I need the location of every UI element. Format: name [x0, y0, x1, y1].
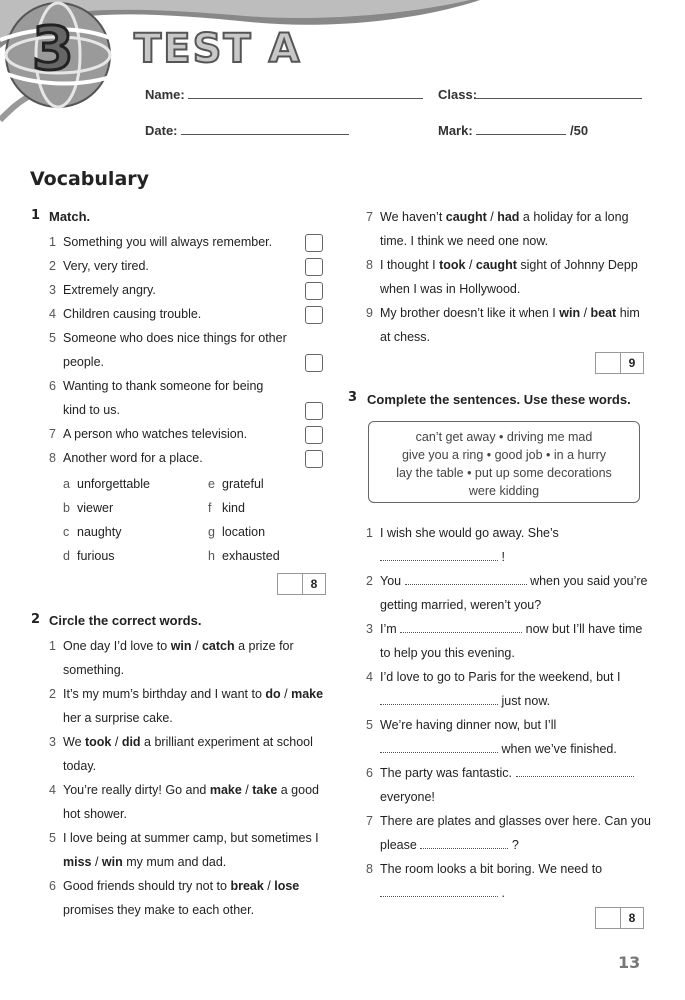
choice-a: make: [209, 783, 242, 797]
match-item: [49, 254, 149, 278]
item-number: 8: [366, 862, 373, 876]
item-number: 8: [49, 451, 56, 465]
complete-item: [366, 713, 556, 737]
test-title: TEST A: [134, 26, 302, 72]
item-continuation: [380, 881, 505, 905]
item-text: please: [380, 838, 417, 852]
choice-sep: /: [91, 855, 102, 869]
mark-field[interactable]: [476, 134, 566, 135]
match-item: [49, 374, 263, 398]
section-title: Vocabulary: [30, 168, 150, 190]
name-label: Name:: [145, 87, 185, 102]
choice-a: break: [230, 879, 264, 893]
item-text: My brother doesn’t like it when I: [380, 306, 560, 320]
match-item: [49, 230, 272, 254]
answer-box[interactable]: [305, 306, 323, 324]
item-continuation: her a surprise cake.: [63, 711, 173, 725]
choice-sep: /: [263, 879, 275, 893]
choice-sep: /: [191, 639, 202, 653]
item-text: You’re really dirty! Go and: [63, 783, 210, 797]
option-item: [208, 525, 265, 539]
score-value: 9: [628, 356, 636, 370]
item-text-end: a holiday for a long: [519, 210, 629, 224]
score-blank[interactable]: [596, 353, 621, 373]
item-text-end: just now.: [501, 694, 551, 708]
complete-item: [366, 809, 651, 833]
option-item: [63, 477, 150, 491]
item-number: 2: [49, 259, 56, 273]
item-text: The room looks a bit boring. We need to: [380, 862, 603, 876]
option-text: exhausted: [222, 549, 280, 563]
option-letter: g: [208, 525, 215, 539]
item-text-end: him: [616, 306, 640, 320]
option-text: naughty: [77, 525, 122, 539]
complete-item: [366, 857, 602, 881]
answer-box[interactable]: [305, 402, 323, 420]
option-letter: f: [208, 501, 212, 515]
item-text: Something you will always remember.: [63, 235, 273, 249]
item-text: Children causing trouble.: [63, 307, 202, 321]
item-number: 3: [49, 283, 56, 297]
answer-blank[interactable]: [420, 837, 508, 849]
q3-title: Complete the sentences. Use these words.: [367, 392, 631, 407]
circle-item: [49, 682, 323, 706]
item-text: I wish she would go away. She’s: [380, 526, 559, 540]
item-number: 7: [366, 210, 373, 224]
option-text: location: [222, 525, 266, 539]
choice-sep: /: [111, 735, 122, 749]
item-number: 2: [366, 574, 373, 588]
item-continuation: kind to us.: [63, 403, 120, 417]
answer-blank[interactable]: [400, 621, 522, 633]
choice-b: catch: [201, 639, 235, 653]
item-text: There are plates and glasses over here. Can you: [380, 814, 651, 828]
item-continuation: something.: [63, 663, 125, 677]
match-item: [49, 422, 247, 446]
class-label: Class:: [438, 87, 478, 102]
option-letter: h: [208, 549, 215, 563]
date-field[interactable]: [181, 134, 349, 135]
score-value: 8: [310, 577, 318, 591]
choice-b: beat: [590, 306, 617, 320]
answer-box[interactable]: [305, 258, 323, 276]
item-continuation: [380, 737, 617, 761]
item-number: 6: [366, 766, 373, 780]
item-text-end: a prize for: [234, 639, 294, 653]
option-text: furious: [77, 549, 115, 563]
unit-number: 3: [32, 14, 74, 84]
option-item: [63, 549, 115, 563]
circle-item: [49, 826, 319, 850]
mark-label: Mark:: [438, 123, 473, 138]
item-text: to help you this evening.: [380, 646, 515, 660]
choice-a: caught: [445, 210, 487, 224]
match-item: [49, 302, 201, 326]
item-text-end: .: [501, 886, 505, 900]
option-letter: e: [208, 477, 215, 491]
item-text: Good friends should try not to: [63, 879, 231, 893]
item-number: 5: [49, 331, 56, 345]
choice-sep: /: [280, 687, 292, 701]
circle-item: [366, 253, 638, 277]
item-continuation: [380, 833, 519, 857]
complete-item: [366, 761, 634, 785]
item-continuation: hot shower.: [63, 807, 127, 821]
item-text: I’m: [380, 622, 397, 636]
item-continuation: promises they make to each other.: [63, 903, 255, 917]
word-line: were kidding: [468, 484, 540, 498]
answer-box[interactable]: [305, 282, 323, 300]
q1-number: 1: [31, 208, 41, 223]
choice-a: do: [265, 687, 281, 701]
circle-item: [49, 730, 313, 754]
option-item: [208, 549, 280, 563]
option-letter: d: [63, 549, 70, 563]
item-number: 6: [49, 379, 56, 393]
q3-number: 3: [348, 390, 358, 405]
item-text: It’s my mum’s birthday and I want to: [63, 687, 266, 701]
word-line: give you a ring • good job • in a hurry: [401, 448, 606, 462]
option-text: viewer: [77, 501, 114, 515]
item-continuation: today.: [63, 759, 97, 773]
answer-blank[interactable]: [380, 549, 498, 561]
item-text: One day I’d love to: [63, 639, 171, 653]
item-text: Someone who does nice things for other: [63, 331, 287, 345]
complete-item: [366, 617, 642, 641]
item-number: 3: [49, 735, 56, 749]
item-continuation: [380, 593, 541, 617]
item-text-end: when we’ve finished.: [501, 742, 617, 756]
choice-sep: /: [486, 210, 498, 224]
item-text: I love being at summer camp, but sometimes I: [63, 831, 319, 845]
answer-box[interactable]: [305, 234, 323, 252]
item-number: 9: [366, 306, 373, 320]
item-continuation: [380, 641, 515, 665]
complete-item: [366, 569, 648, 593]
score-value: 8: [628, 911, 636, 925]
item-text: A person who watches television.: [63, 427, 248, 441]
choice-sep: /: [465, 258, 476, 272]
answer-blank[interactable]: [380, 741, 498, 753]
item-number: 5: [49, 831, 56, 845]
word-line: lay the table • put up some decorations: [396, 466, 612, 480]
item-text-end: a good: [277, 783, 319, 797]
q1-score-box: [277, 573, 326, 595]
item-text-end: now but I’ll have time: [525, 622, 643, 636]
score-blank[interactable]: [278, 574, 303, 594]
class-field[interactable]: [476, 98, 642, 99]
option-letter: c: [63, 525, 70, 539]
item-number: 4: [49, 307, 56, 321]
choice-b: win: [101, 855, 123, 869]
circle-item: [366, 205, 629, 229]
item-continuation: [380, 785, 435, 809]
item-number: 1: [366, 526, 373, 540]
item-text: We’re having dinner now, but I’ll: [380, 718, 557, 732]
option-item: [63, 501, 113, 515]
item-continuation: [380, 545, 505, 569]
match-item: [49, 446, 203, 470]
answer-blank[interactable]: [380, 693, 498, 705]
choice-a: win: [559, 306, 581, 320]
option-item: [208, 477, 264, 491]
complete-item: [366, 665, 620, 689]
item-continuation: time. I think we need one now.: [380, 234, 549, 248]
option-item: [208, 501, 245, 515]
item-number: 3: [366, 622, 373, 636]
q2-title: Circle the correct words.: [49, 613, 202, 628]
choice-a: took: [85, 735, 112, 749]
item-number: 1: [49, 235, 56, 249]
circle-item: [49, 874, 299, 898]
item-text: getting married, weren’t you?: [380, 598, 542, 612]
option-item: [63, 525, 121, 539]
item-continuation: [380, 689, 550, 713]
option-text: unforgettable: [77, 477, 150, 491]
item-number: 8: [366, 258, 373, 272]
name-field[interactable]: [188, 98, 423, 99]
item-text-end: a brilliant experiment at school: [140, 735, 313, 749]
option-text: kind: [222, 501, 245, 515]
choice-a: took: [439, 258, 466, 272]
q1-title: Match.: [49, 209, 91, 224]
item-text: You: [380, 574, 402, 588]
choice-sep: /: [580, 306, 591, 320]
answer-box[interactable]: [305, 426, 323, 444]
item-text-end: !: [501, 550, 505, 564]
item-text: We haven’t: [380, 210, 446, 224]
item-text: Another word for a place.: [63, 451, 203, 465]
mark-total: /50: [570, 123, 589, 138]
item-text: The party was fantastic.: [380, 766, 513, 780]
choice-a: win: [170, 639, 192, 653]
item-text-end: my mum and dad.: [122, 855, 227, 869]
word-box: [368, 421, 640, 503]
option-letter: b: [63, 501, 70, 515]
circle-item: [366, 301, 640, 325]
match-item: [49, 278, 156, 302]
date-label: Date:: [145, 123, 178, 138]
answer-blank[interactable]: [380, 885, 498, 897]
item-text-end: sight of Johnny Depp: [516, 258, 638, 272]
item-text: Very, very tired.: [63, 259, 149, 273]
item-text: I thought I: [380, 258, 440, 272]
item-text: We: [63, 735, 85, 749]
item-number: 7: [366, 814, 373, 828]
choice-b: make: [291, 687, 324, 701]
item-number: 7: [49, 427, 56, 441]
item-number: 2: [49, 687, 56, 701]
item-text-end: when you said you’re: [530, 574, 648, 588]
item-text: Extremely angry.: [63, 283, 156, 297]
choice-b: did: [121, 735, 141, 749]
header-decoration: [0, 0, 685, 140]
match-item: [49, 326, 287, 350]
choice-b: lose: [274, 879, 300, 893]
answer-blank[interactable]: [516, 765, 634, 777]
item-text: I’d love to go to Paris for the weekend, but I: [380, 670, 621, 684]
answer-box[interactable]: [305, 354, 323, 372]
page-number: 13: [618, 953, 641, 972]
q3-score-box: [595, 907, 644, 929]
item-number: 4: [366, 670, 373, 684]
item-continuation: people.: [63, 355, 105, 369]
complete-item: [366, 521, 559, 545]
item-number: 4: [49, 783, 56, 797]
choice-b: take: [252, 783, 278, 797]
circle-item: [49, 634, 294, 658]
item-number: 1: [49, 639, 56, 653]
item-text-end: ?: [511, 838, 519, 852]
option-letter: a: [63, 477, 70, 491]
word-line: can’t get away • driving me mad: [415, 430, 593, 444]
answer-box[interactable]: [305, 450, 323, 468]
q2-score-box: [595, 352, 644, 374]
item-continuation: at chess.: [380, 330, 431, 344]
circle-item: [49, 778, 319, 802]
item-number: 5: [366, 718, 373, 732]
choice-b: had: [497, 210, 520, 224]
choice-b: caught: [475, 258, 517, 272]
choice-sep: /: [241, 783, 253, 797]
q2-number: 2: [31, 612, 41, 627]
choice-a: miss: [63, 855, 92, 869]
item-continuation: [63, 850, 226, 874]
item-text: Wanting to thank someone for being: [63, 379, 264, 393]
option-text: grateful: [222, 477, 264, 491]
answer-blank[interactable]: [405, 573, 527, 585]
item-text: everyone!: [380, 790, 435, 804]
item-continuation: when I was in Hollywood.: [380, 282, 521, 296]
score-blank[interactable]: [596, 908, 621, 928]
item-number: 6: [49, 879, 56, 893]
